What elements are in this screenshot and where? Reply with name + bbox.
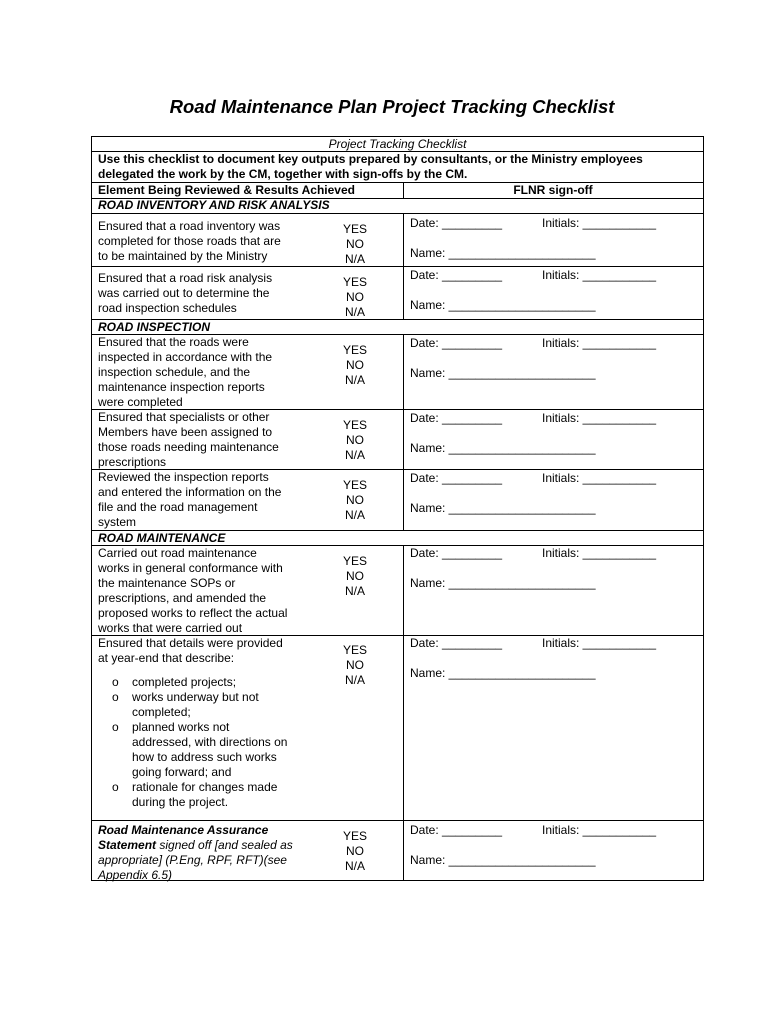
name-field: Name: ______________________ <box>410 441 596 455</box>
column-header-signoff: FLNR sign-off <box>513 183 593 197</box>
date-field: Date: _________ <box>410 216 503 230</box>
initials-field: Initials: ___________ <box>542 411 657 425</box>
item-road-risk-analysis: Ensured that a road risk analysis was carried out to determine the road inspection schedules <box>98 271 273 315</box>
initials-field: Initials: ___________ <box>542 471 657 485</box>
yes-no-na-options[interactable]: YES NO N/A <box>342 478 367 522</box>
section-heading-maintenance: ROAD MAINTENANCE <box>98 531 226 545</box>
row-divider <box>92 820 703 821</box>
section-heading-inspection: ROAD INSPECTION <box>98 320 211 334</box>
yes-no-na-options[interactable]: YES NO N/A <box>342 643 367 687</box>
initials-field: Initials: ___________ <box>542 216 657 230</box>
date-field: Date: _________ <box>410 471 503 485</box>
yes-no-na-options[interactable]: YES NO N/A <box>342 222 367 266</box>
date-field: Date: _________ <box>410 546 503 560</box>
column-divider <box>403 334 404 530</box>
date-field: Date: _________ <box>410 636 503 650</box>
name-field: Name: ______________________ <box>410 501 596 515</box>
yes-no-na-options[interactable]: YES NO N/A <box>342 554 367 598</box>
initials-field: Initials: ___________ <box>542 636 657 650</box>
section-heading-inventory: ROAD INVENTORY AND RISK ANALYSIS <box>98 198 330 212</box>
list-item: o works underway but not completed; <box>98 690 302 720</box>
list-item: o rationale for changes made during the project. <box>98 780 302 810</box>
item-inspection-reports-reviewed: Reviewed the inspection reports and entered the information on the file and the road management system <box>98 470 282 529</box>
yes-no-na-options[interactable]: YES NO N/A <box>342 418 367 462</box>
yes-no-na-options[interactable]: YES NO N/A <box>342 343 367 387</box>
date-field: Date: _________ <box>410 336 503 350</box>
column-divider <box>403 545 404 880</box>
name-field: Name: ______________________ <box>410 853 596 867</box>
initials-field: Initials: ___________ <box>542 336 657 350</box>
initials-field: Initials: ___________ <box>542 546 657 560</box>
item-road-inventory: Ensured that a road inventory was completed for those roads that are to be maintained by the Ministry <box>98 219 281 263</box>
instructions: Use this checklist to document key outputs prepared by consultants, or the Ministry employees <box>98 152 643 166</box>
yes-no-na-options[interactable]: YES NO N/A <box>342 829 367 873</box>
name-field: Name: ______________________ <box>410 366 596 380</box>
item-specialists-assigned: Ensured that specialists or other Members have been assigned to those roads needing maintenance prescriptions <box>98 410 279 469</box>
list-item: o completed projects; <box>98 675 302 690</box>
instructions-cont: delegated the work by the CM, together with sign-offs by the CM. <box>98 167 468 181</box>
page-title: Road Maintenance Plan Project Tracking Checklist <box>169 96 615 117</box>
list-item: o planned works not addressed, with directions on how to address such works going forward; and <box>98 720 302 780</box>
name-field: Name: ______________________ <box>410 576 596 590</box>
item-assurance-statement: Road Maintenance Assurance Statement signed off [and sealed as appropriate] (P.Eng, RPF, RFT)(see Appendix 6.5) <box>98 823 293 882</box>
table-caption: Project Tracking Checklist <box>328 137 467 151</box>
date-field: Date: _________ <box>410 411 503 425</box>
initials-field: Initials: ___________ <box>542 268 657 282</box>
date-field: Date: _________ <box>410 268 503 282</box>
name-field: Name: ______________________ <box>410 666 596 680</box>
row-divider <box>92 266 703 267</box>
column-divider <box>403 213 404 319</box>
item-maintenance-carried-out: Carried out road maintenance works in general conformance with the maintenance SOPs or prescriptions, and amended the proposed works to reflect the actual works that were carried out <box>98 546 288 635</box>
date-field: Date: _________ <box>410 823 503 837</box>
yes-no-na-options[interactable]: YES NO N/A <box>342 275 367 319</box>
checklist-table <box>91 136 704 881</box>
item-roads-inspected: Ensured that the roads were inspected in accordance with the inspection schedule, and the maintenance inspection reports were completed <box>98 335 273 409</box>
name-field: Name: ______________________ <box>410 246 596 260</box>
name-field: Name: ______________________ <box>410 298 596 312</box>
initials-field: Initials: ___________ <box>542 823 657 837</box>
column-header-element: Element Being Reviewed & Results Achieved <box>98 183 355 197</box>
item-year-end-details: Ensured that details were provided at year-end that describe: o completed projects; o works underway but not completed; o planned works not addressed, with directions on how to address such works going forward; and o rationale for changes made during the project. <box>98 636 302 810</box>
row-divider <box>92 213 703 214</box>
